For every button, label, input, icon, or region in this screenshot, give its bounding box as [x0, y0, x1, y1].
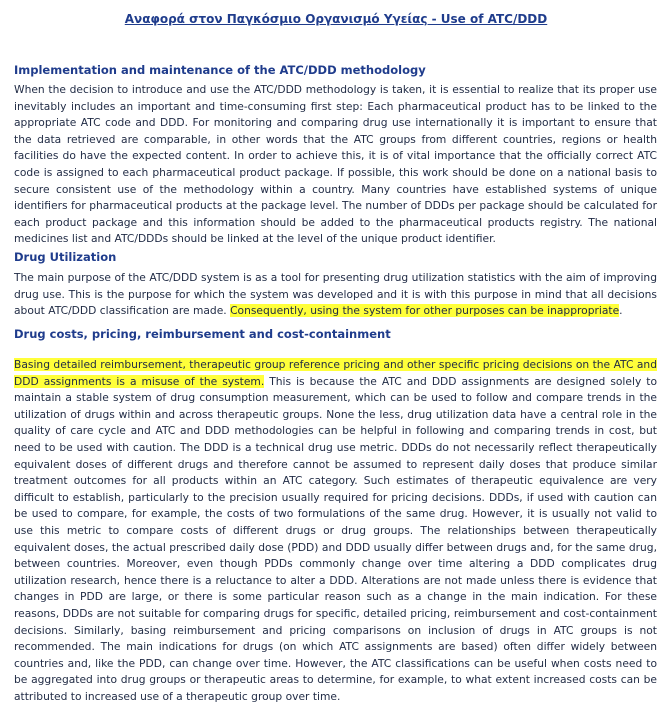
section-heading-drug-costs: Drug costs, pricing, reimbursement and cost-containment [14, 327, 391, 341]
section-paragraph-drug-costs [14, 357, 657, 705]
paragraph-tail: . [619, 304, 623, 318]
paragraph-text: This is because the ATC and DDD assignments are designed solely to maintain a stable system of drug consumption measurement, which can be used to follow and compare trends in the utilization of drugs within and across therapeutic groups. None the less, drug utilization data have a central role in the quality of care cycle and ATC and DDD methodologies can be helpful in following and comparing trends in cost, but need to be used with caution. The DDD is a technical drug use metric. DDDs do not necessarily reflect therapeutically equivalent doses of different drugs and therefore cannot be assumed to represent daily doses that produce similar treatment outcomes for all products within an ATC category. Such estimates of therapeutic equivalence are very difficult to establish, particularly to the precision usually required for pricing decisions. DDDs, if used with caution can be used to compare, for example, the costs of two formulations of the same drug. However, it is usually not valid to use this metric to compare costs of different drugs or drug groups. The relationships between therapeutically equivalent doses, the actual prescribed daily dose (PDD) and DDD usually differ between drugs and, for the same drug, between countries. Moreover, even though PDDs commonly change over time altering a DDD complicates drug utilization research, hence there is a reluctance to alter a DDD. Alterations are not made unless there is evidence that changes in PDD are large, or there is some particular reason such as a change in the main indication. For these reasons, DDDs are not suitable for comparing drugs for specific, detailed pricing, reimbursement and cost-containment decisions. Similarly, basing reimbursement and pricing comparisons on inclusion of drugs in ATC groups is not recommended. The main indications for drugs (on which ATC assignments are based) often differ widely between countries and, like the PDD, can change over time. However, the ATC classifications can be useful when costs need to be aggregated into drug groups or therapeutic areas to determine, for example, to what extent increased costs can be attributed to increased use of a therapeutic group over time. [14, 374, 658, 703]
highlighted-text: Basing detailed reimbursement, therapeutic group reference pricing and other specific pricing decisions on the ATC and DDD assignments is a misuse of the system. [14, 358, 657, 388]
highlighted-text: Consequently, using the system for other purposes can be inappropriate [230, 304, 620, 318]
page-title: Αναφορά στον Παγκόσμιο Οργανισμό Υγείας - Use of ATC/DDD [124, 12, 548, 26]
section-paragraph-drug-utilization [14, 270, 657, 320]
paragraph-text: The main purpose of the ATC/DDD system is as a tool for presenting drug utilization statistics with the aim of improving drug use. This is the purpose for which the system was developed and it is with this purpose in mind that all decisions about ATC/DDD classification are made. [14, 271, 657, 318]
section-heading-drug-utilization: Drug Utilization [14, 250, 117, 264]
section-paragraph-implementation: When the decision to introduce and use the ATC/DDD methodology is taken, it is essential to realize that its proper use inevitably includes an important and time-consuming first step: Each pharmaceutical product has to be linked to the appropriate ATC code and DDD. For monitoring and comparing drug use internationally it is important to ensure that the data retrieved are comparable, in other words that the ATC groups from different countries, regions or health facilities do have the expected content. In order to achieve this, it is of vital importance that the officially correct ATC code is assigned to each pharmaceutical product package. If possible, this work should be done on a national basis to secure consistent use of the methodology within a country. Many countries have established systems of unique identifiers for pharmaceutical products at the package level. The number of DDDs per package should be calculated for each product package and this information should be added to the pharmaceutical products registry. The national medicines list and ATC/DDDs should be linked at the level of the unique product identifier. [14, 83, 657, 246]
section-heading-implementation: Implementation and maintenance of the ATC/DDD methodology [14, 63, 426, 77]
